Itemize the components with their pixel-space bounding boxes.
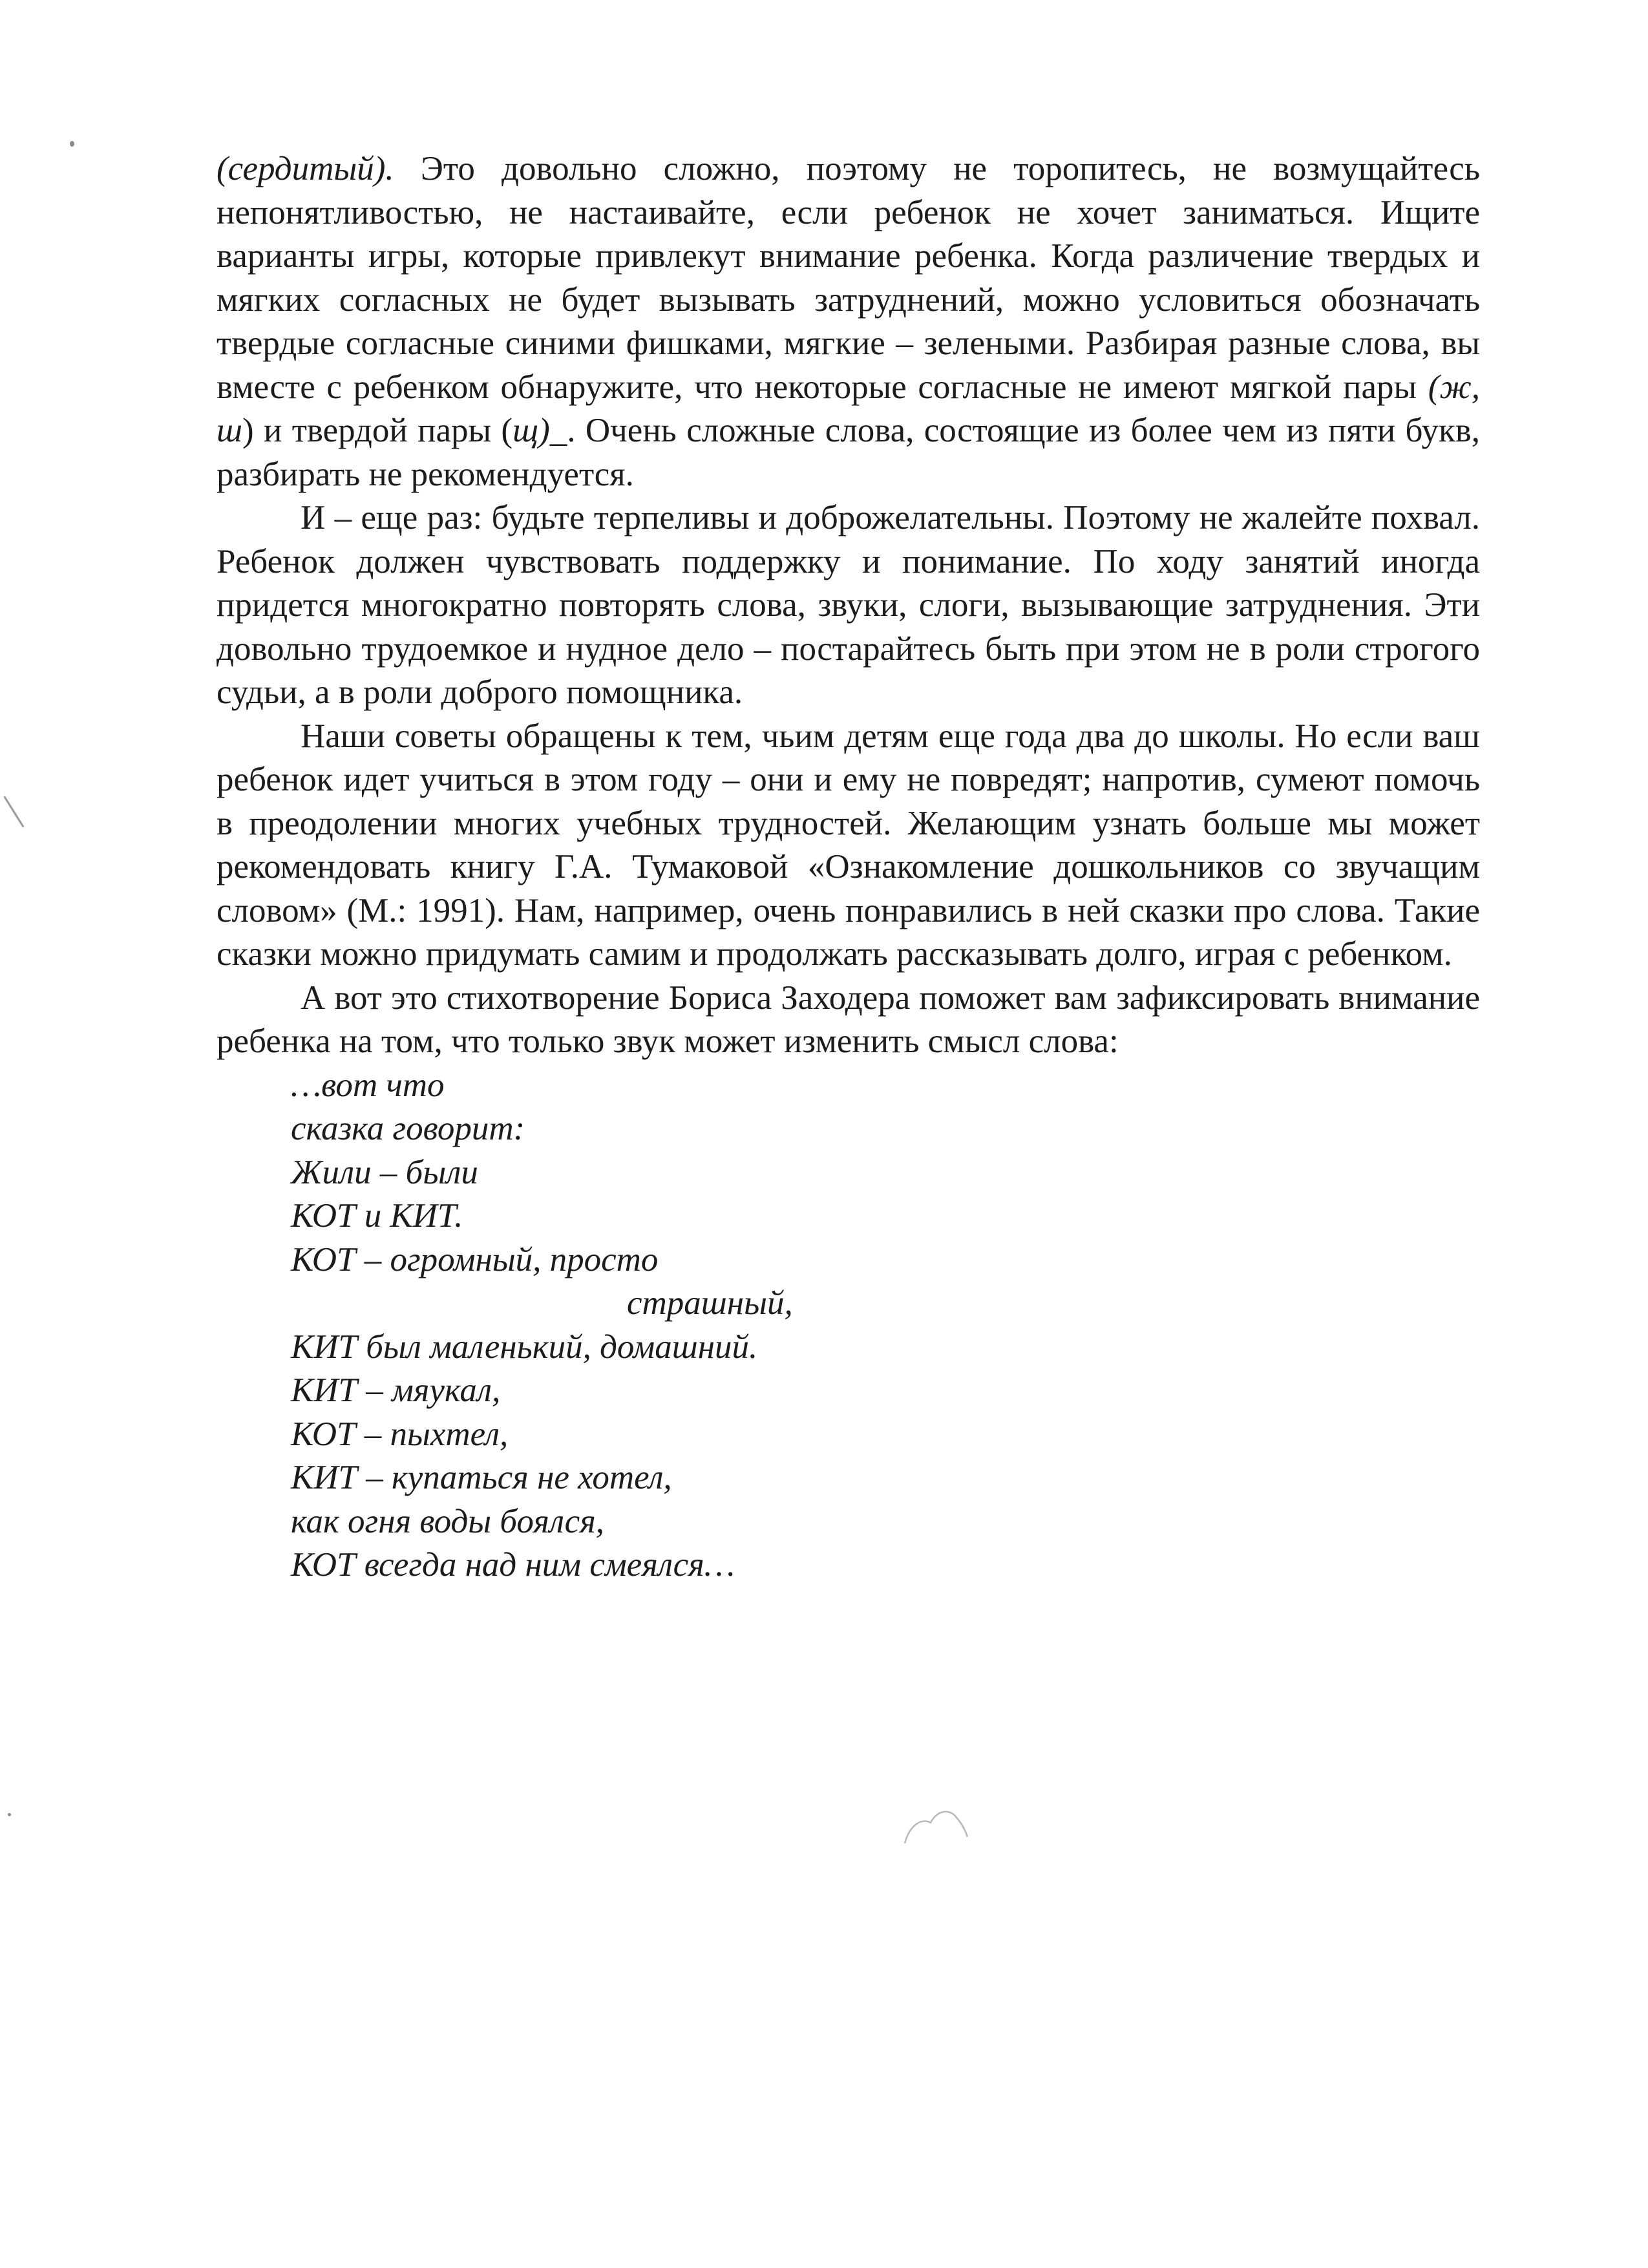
scan-smudge xyxy=(902,1803,973,1849)
paragraph-p4 xyxy=(217,977,1480,1064)
text-run: _. Очень сложные слова, состоящие из более чем из пяти букв, разбирать не рекомендуется. xyxy=(217,412,1480,493)
scan-scratch xyxy=(3,796,24,827)
poem-line: страшный, xyxy=(627,1284,793,1322)
paragraph-p3 xyxy=(217,715,1480,977)
poem-line: КИТ – мяукал, xyxy=(291,1372,501,1409)
poem-line: КОТ и КИТ. xyxy=(291,1197,463,1235)
text-run: Это довольно сложно, поэтому не торопитесь, не возмущайтесь непонятливостью, не настаивайте, если ребенок не хочет заниматься. Ищите варианты игры, которые привлекут внимание ребенка. Когда различение твердых и мягких согласных не будет вызывать затруднений, можно условиться обозначать твердые согласные синими фишками, мягкие – зелеными. Разбирая разные слова, вы вместе с ребенком обнаружите, что некоторые согласные не имеют мягкой пары xyxy=(217,150,1480,406)
text-run: И – еще раз: будьте терпеливы и доброжелательны. Поэтому не жалейте похвал. Ребенок должен чувствовать поддержку и понимание. По ходу занятий иногда придется многократно повторять слова, звуки, слоги, вызывающие затруднения. Эти довольно трудоемкое и нудное дело – постарайтесь быть при этом не в роли строгого судьи, а в роли доброго помощника. xyxy=(217,499,1480,711)
poem-line: как огня воды боялся, xyxy=(291,1502,604,1540)
text-run: Наши советы обращены к тем, чьим детям еще года два до школы. Но если ваш ребенок идет учиться в этом году – они и ему не повредят; напротив, сумеют помочь в преодолении многих учебных трудностей. Желающим узнать больше мы может рекомендовать книгу Г.А. Тумаковой «Ознакомление дошкольников со звучащим словом» (М.: 1991). Нам, например, очень понравились в ней сказки про слова. Такие сказки можно придумать самим и продолжать рассказывать долго, играя с ребенком. xyxy=(217,717,1480,973)
poem-line: КОТ – пыхтел, xyxy=(291,1415,509,1453)
poem-line: КОТ всегда над ним смеялся… xyxy=(291,1546,735,1584)
poem-line: сказка говорит: xyxy=(291,1110,525,1147)
scan-speck xyxy=(8,1813,11,1816)
scan-speck xyxy=(70,141,74,147)
poem-line: КОТ – огромный, просто xyxy=(291,1240,659,1278)
italic-text-run: (ж, ш xyxy=(217,368,1480,449)
poem-line: КИТ – купаться не хотел, xyxy=(291,1459,672,1496)
paragraph-p1 xyxy=(217,147,1480,496)
text-run: ) и твердой пары ( xyxy=(242,412,513,449)
text-run: А вот это стихотворение Бориса Заходера поможет вам зафиксировать внимание ребенка на том, что только звук может изменить смысл слова: xyxy=(217,979,1480,1060)
document-body xyxy=(217,147,1480,1587)
poem xyxy=(217,1064,1480,1587)
poem-line: …вот что xyxy=(291,1066,445,1104)
italic-text-run: щ) xyxy=(512,412,550,449)
paragraph-p2 xyxy=(217,496,1480,715)
paragraph-list xyxy=(217,147,1480,1064)
italic-text-run: (сердитый). xyxy=(217,150,394,187)
poem-line: КИТ был маленький, домашний. xyxy=(291,1328,758,1366)
poem-line: Жили – были xyxy=(291,1153,478,1191)
